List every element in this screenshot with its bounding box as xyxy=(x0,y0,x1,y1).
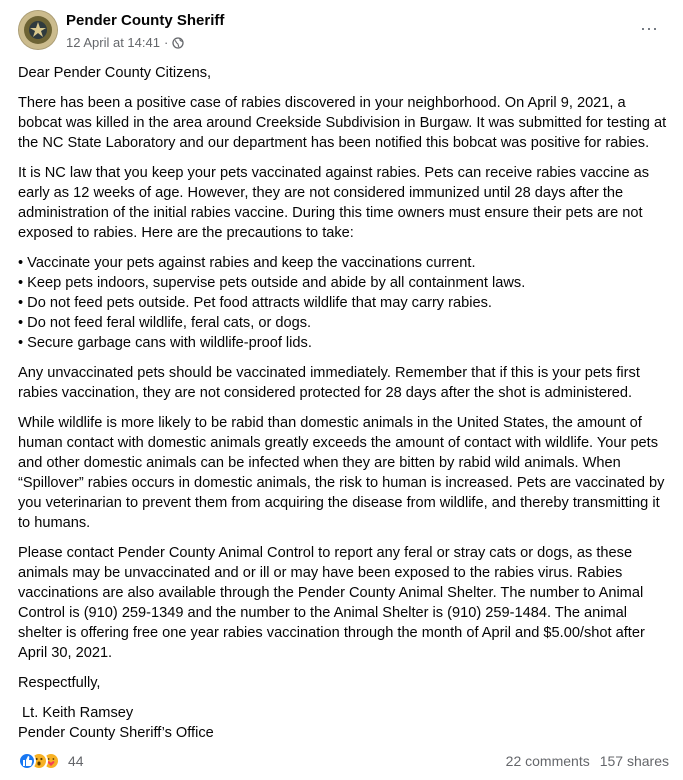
reactions-summary[interactable] xyxy=(18,752,84,770)
post-timestamp[interactable]: 12 April at 14:41 xyxy=(66,35,160,50)
post-paragraph: While wildlife is more likely to be rabid than domestic animals in the United States, the amount of human contact with domestic animals greatly exceeds the amount of contact with wildlife. Your pets and other domestic animals can be infected when they are bitten by rabid wild animals. When “Spillover” rabies occurs in domestic animals, the risk to human is increased. Pets are vaccinated by you veterinarian to prevent them from acquiring the disease from wildlife, and thereby transmitting it to humans. xyxy=(18,415,665,531)
shares-count-link[interactable]: 157 shares xyxy=(599,753,669,769)
globe-icon[interactable] xyxy=(172,37,184,49)
page-avatar[interactable] xyxy=(18,10,58,50)
signer-office: Pender County Sheriff’s Office xyxy=(18,725,214,741)
list-item: • Keep pets indoors, supervise pets outside and abide by all containment laws. xyxy=(18,275,526,291)
meta-separator: · xyxy=(163,35,169,50)
list-item: • Do not feed pets outside. Pet food attracts wildlife that may carry rabies. xyxy=(18,295,492,311)
post-footer xyxy=(18,750,669,772)
post-paragraph: Any unvaccinated pets should be vaccinated immediately. Remember that if this is your pets first rabies vaccination, they are not considered protected for 28 days after the shot is administered. xyxy=(18,365,640,401)
reaction-count[interactable]: 44 xyxy=(68,753,84,769)
comments-count-link[interactable]: 22 comments xyxy=(505,753,590,769)
list-item: • Vaccinate your pets against rabies and keep the vaccinations current. xyxy=(18,255,476,271)
list-item: • Secure garbage cans with wildlife-proof lids. xyxy=(18,335,312,351)
post-meta xyxy=(66,35,184,50)
more-options-button[interactable]: ··· xyxy=(640,18,658,38)
post-paragraph: There has been a positive case of rabies discovered in your neighborhood. On April 9, 2021, a bobcat was killed in the area around Creekside Subdivision in Burgaw. It was submitted for testing at the NC State Laboratory and our department has been notified this bobcat was positive for rabies. xyxy=(18,95,667,151)
precautions-list xyxy=(18,253,669,353)
post-paragraph: Please contact Pender County Animal Control to report any feral or stray cats or dogs, as these animals may be unvaccinated and or ill or may have been exposed to the rabies virus. Rabies vaccinations are also available through the Pender County Animal Shelter. The number to Animal Control is (910) 259-1349 and the number to the Animal Shelter is (910) 259-1484. The animal shelter is offering free one year rabies vaccination through the month of April and $5.00/shot after April 30, 2021. xyxy=(18,545,645,661)
signature-block xyxy=(18,703,669,743)
like-icon xyxy=(18,752,36,770)
post-paragraph: It is NC law that you keep your pets vaccinated against rabies. Pets can receive rabies vaccine as early as 12 weeks of age. However, they are not considered immunized until 28 days after the administration of the initial rabies vaccine. During this time owners must ensure their pets are not exposed to rabies. Here are the precautions to take: xyxy=(18,165,650,241)
post-greeting: Dear Pender County Citizens, xyxy=(18,65,212,81)
page-name-link[interactable]: Pender County Sheriff xyxy=(66,12,225,29)
post-body xyxy=(18,63,669,743)
sheriff-badge-logo xyxy=(18,10,58,50)
list-item: • Do not feed feral wildlife, feral cats, or dogs. xyxy=(18,315,312,331)
post-header xyxy=(18,8,671,56)
closing-line: Respectfully, xyxy=(18,675,101,691)
signer-name: Lt. Keith Ramsey xyxy=(18,705,134,721)
engagement-stats xyxy=(506,753,669,769)
